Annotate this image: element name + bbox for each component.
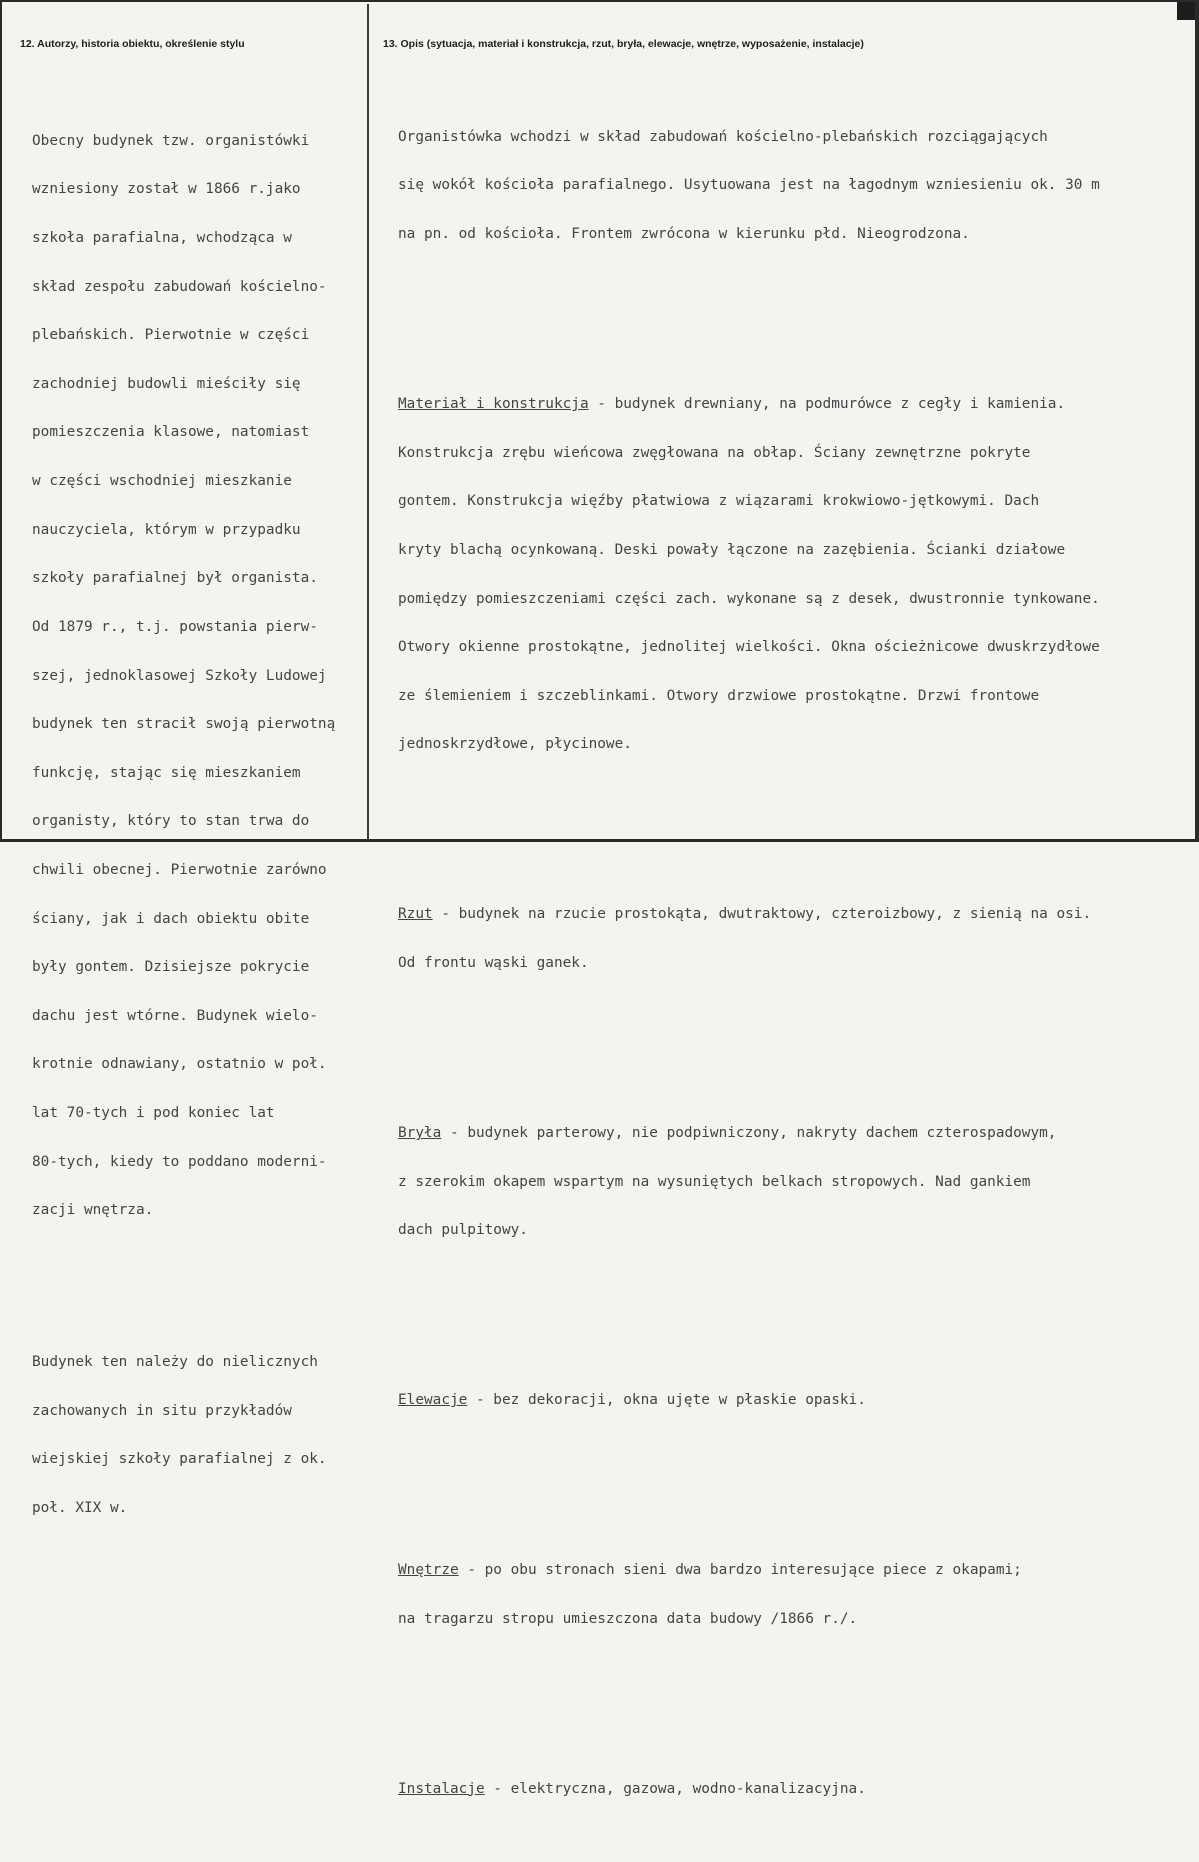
text-line: [398, 1392, 1100, 1408]
text-line: Od frontu wąski ganek.: [398, 954, 589, 971]
text-line: szkoły parafialnej był organista.: [32, 570, 318, 587]
instalacje-heading: Instalacje: [398, 1780, 485, 1797]
text-line: w części wschodniej mieszkanie: [32, 473, 292, 490]
text-line: [398, 1781, 1100, 1797]
text-line: plebańskich. Pierwotnie w części: [32, 327, 310, 344]
section-13-header: 13. Opis (sytuacja, materiał i konstrukcja, rzut, bryła, elewacje, wnętrze, wyposażenie, instalacje): [383, 38, 864, 50]
section-12-header: 12. Autorzy, historia obiektu, określenie stylu: [20, 38, 245, 50]
text-line: dachu jest wtórne. Budynek wielo-: [32, 1007, 318, 1024]
text-line: [398, 906, 1100, 922]
history-text: [32, 68, 335, 1581]
rzut-section: [398, 874, 1100, 1004]
history-paragraph-1: [32, 100, 335, 1250]
text-line: Konstrukcja zrębu wieńcowa zwęgłowana na obłap. Ściany zewnętrzne pokryte: [398, 444, 1031, 461]
description-intro: [398, 96, 1100, 274]
text-line: na tragarzu stropu umieszczona data budowy /1866 r./.: [398, 1610, 858, 1627]
text-line: szkoła parafialna, wchodząca w: [32, 230, 292, 247]
card-corner-mark: [1177, 2, 1195, 20]
text-line: lat 70-tych i pod koniec lat: [32, 1105, 275, 1121]
text-line: dach pulpitowy.: [398, 1222, 528, 1239]
text-line: wzniesiony został w 1866 r.jako: [32, 181, 301, 198]
text-line: organisty, który to stan trwa do: [32, 813, 310, 830]
rzut-heading: Rzut: [398, 906, 433, 923]
instalacje-first-line: - elektryczna, gazowa, wodno-kanalizacyjna.: [484, 1780, 866, 1797]
material-heading: Materiał i konstrukcja: [398, 396, 589, 413]
rzut-first-line: - budynek na rzucie prostokąta, dwutraktowy, czteroizbowy, z sienią na osi.: [432, 906, 1092, 923]
material-first-line: - budynek drewniany, na podmurówce z cegły i kamienia.: [588, 396, 1066, 413]
wnetrze-heading: Wnętrze: [398, 1562, 459, 1579]
text-line: Od 1879 r., t.j. powstania pierw-: [32, 618, 318, 635]
text-line: jednoskrzydłowe, płycinowe.: [398, 736, 632, 753]
text-line: Obecny budynek tzw. organistówki: [32, 132, 310, 149]
text-line: poł. XIX w.: [32, 1499, 128, 1516]
text-line: zachodniej budowli mieściły się: [32, 375, 301, 392]
material-section: [398, 364, 1100, 785]
text-line: pomiędzy pomieszczeniami części zach. wykonane są z desek, dwustronnie tynkowane.: [398, 590, 1100, 607]
text-line: pomieszczenia klasowe, natomiast: [32, 424, 310, 441]
text-line: chwili obecnej. Pierwotnie zarówno: [32, 861, 327, 878]
text-line: Organistówka wchodzi w skład zabudowań kościelno-plebańskich rozciągających: [398, 128, 1048, 145]
text-line: [398, 1562, 1100, 1578]
text-line: [398, 1125, 1100, 1141]
text-line: nauczyciela, którym w przypadku: [32, 521, 301, 538]
bryla-section: [398, 1093, 1100, 1271]
text-line: wiejskiej szkoły parafialnej z ok.: [32, 1451, 327, 1468]
wnetrze-section: [398, 1530, 1100, 1660]
elewacje-first-line: - bez dekoracji, okna ujęte w płaskie opaski.: [467, 1392, 866, 1409]
text-line: Otwory okienne prostokątne, jednolitej wielkości. Okna ościeżnicowe dwuskrzydłowe: [398, 639, 1100, 656]
elewacje-section: [398, 1360, 1100, 1441]
text-line: funkcję, stając się mieszkaniem: [32, 764, 301, 781]
history-paragraph-2: [32, 1322, 335, 1549]
bryla-first-line: - budynek parterowy, nie podpiwniczony, nakryty dachem czterospadowym,: [441, 1125, 1057, 1141]
instalacje-section: [398, 1749, 1100, 1830]
text-line: ze ślemieniem i szczeblinkami. Otwory drzwiowe prostokątne. Drzwi frontowe: [398, 687, 1040, 704]
text-line: 80-tych, kiedy to poddano moderni-: [32, 1153, 327, 1170]
text-line: gontem. Konstrukcja więźby płatwiowa z wiązarami krokwiowo-jętkowymi. Dach: [398, 493, 1040, 510]
text-line: z szerokim okapem wspartym na wysuniętych belkach stropowych. Nad gankiem: [398, 1173, 1031, 1190]
text-line: się wokół kościoła parafialnego. Usytuowana jest na łagodnym wzniesieniu ok. 30 m: [398, 177, 1100, 194]
text-line: zachowanych in situ przykładów: [32, 1402, 292, 1419]
text-line: kryty blachą ocynkowaną. Deski powały łączone na zazębienia. Ścianki działowe: [398, 541, 1066, 558]
text-line: budynek ten stracił swoją pierwotną: [32, 716, 336, 733]
text-line: zacji wnętrza.: [32, 1202, 154, 1219]
description-text: [398, 64, 1100, 1862]
text-line: skład zespołu zabudowań kościelno-: [32, 278, 327, 295]
text-line: [398, 396, 1100, 412]
text-line: krotnie odnawiany, ostatnio w poł.: [32, 1056, 327, 1073]
bryla-heading: Bryła: [398, 1125, 442, 1141]
text-line: były gontem. Dzisiejsze pokrycie: [32, 959, 310, 976]
text-line: szej, jednoklasowej Szkoły Ludowej: [32, 667, 327, 684]
text-line: Budynek ten należy do nielicznych: [32, 1354, 318, 1371]
column-divider: [367, 4, 369, 840]
text-line: na pn. od kościoła. Frontem zwrócona w kierunku płd. Nieogrodzona.: [398, 226, 970, 243]
text-line: ściany, jak i dach obiektu obite: [32, 910, 310, 927]
elewacje-heading: Elewacje: [398, 1392, 468, 1409]
wnetrze-first-line: - po obu stronach sieni dwa bardzo interesujące piece z okapami;: [458, 1562, 1022, 1579]
